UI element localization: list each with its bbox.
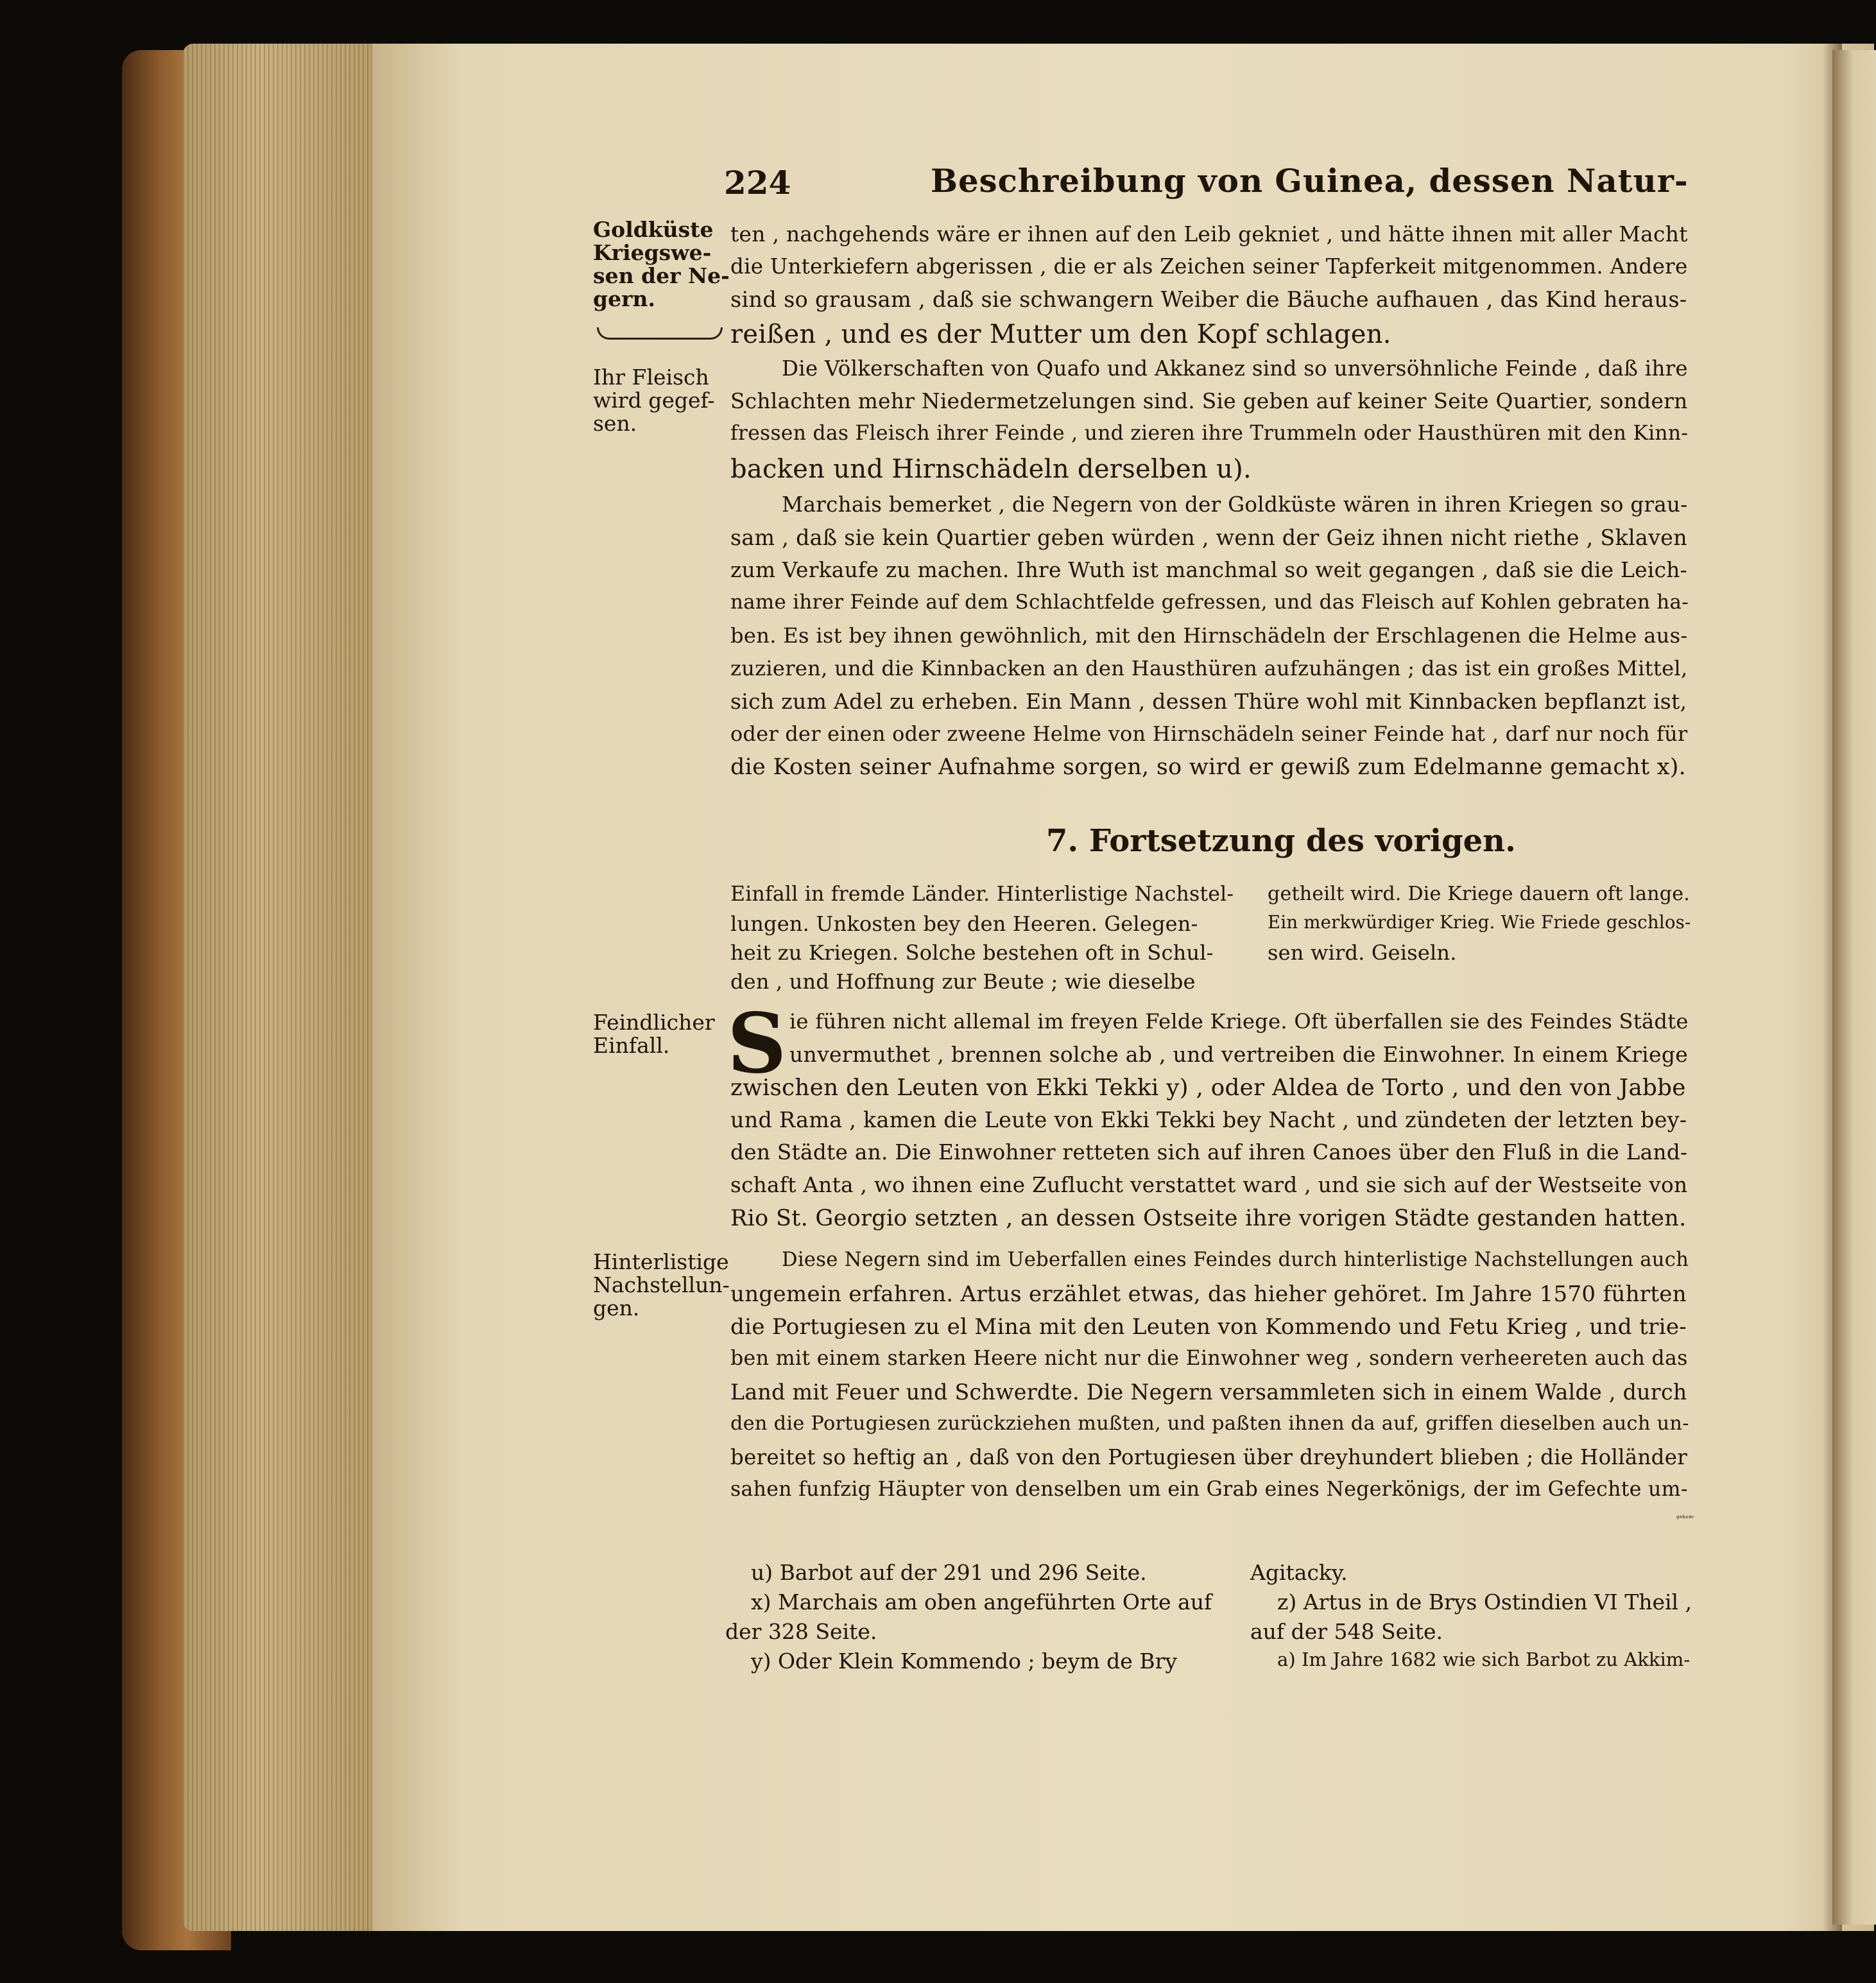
margin-note-line: Kriegswe-	[593, 240, 712, 265]
body-line: unvermuthet , brennen solche ab , und vertreiben die Einwohner. In einem Kriege	[789, 1042, 1689, 1067]
footnote-line: x) Marchais am oben angeführten Orte auf	[751, 1589, 1212, 1615]
body-line: zum Verkaufe zu machen. Ihre Wuth ist manchmal so weit gegangen , daß sie die Leich-	[730, 558, 1687, 582]
margin-note-einfall	[593, 1011, 715, 1057]
footnote-line: Agitacky.	[1250, 1560, 1348, 1585]
body-line: Diese Negern sind im Ueberfallen eines Feindes durch hinterlistige Nachstellungen auch	[782, 1249, 1689, 1271]
body-line: ie führen nicht allemal im freyen Felde Kriege. Oft überfallen sie des Feindes Städte	[789, 1009, 1689, 1034]
body-line: die Kosten seiner Aufnahme sorgen, so wird er gewiß zum Edelmanne gemacht x).	[730, 754, 1687, 780]
footnote-line: auf der 548 Seite.	[1250, 1619, 1443, 1644]
margin-note-line: Hinterlistige	[593, 1249, 729, 1274]
body-line: den Städte an. Die Einwohner retteten sich auf ihren Canoes über den Fluß in die Land-	[730, 1140, 1688, 1165]
margin-note-line: sen der Ne-	[593, 263, 730, 288]
body-line: Land mit Feuer und Schwerdte. Die Negern versammleten sich in einem Walde , durch	[730, 1380, 1687, 1405]
margin-note-line: Einfall.	[593, 1033, 670, 1058]
catchword: gekom-	[1676, 1514, 1696, 1520]
body-line: oder der einen oder zweene Helme von Hirnschädeln seiner Feinde hat , darf nur noch für	[730, 722, 1688, 746]
facing-page-edge	[1832, 50, 1876, 1925]
body-line: Die Völkerschaften von Quafo und Akkanez sind so unversöhnliche Feinde , daß ihre	[782, 356, 1688, 381]
body-line: reißen , und es der Mutter um den Kopf schlagen.	[730, 320, 1391, 349]
body-line: und Rama , kamen die Leute von Ekki Tekki bey Nacht , und zündeten der letzten bey-	[730, 1107, 1687, 1132]
margin-note-line: Goldküste	[593, 217, 714, 242]
margin-note-line: Nachstellun-	[593, 1272, 730, 1297]
body-line: schaft Anta , wo ihnen eine Zuflucht verstattet ward , und sie sich auf der Westseite von	[730, 1173, 1688, 1197]
running-title: Beschreibung von Guinea, dessen Natur-	[931, 162, 1689, 200]
margin-note-line: sen.	[593, 411, 637, 436]
body-line: fressen das Fleisch ihrer Feinde , und zieren ihre Trummeln oder Hausthüren mit den Kinn-	[730, 422, 1689, 445]
margin-note-line: gen.	[593, 1295, 640, 1321]
body-line: sahen funfzig Häupter von denselben um ein Grab eines Negerkönigs, der im Gefechte um-	[730, 1478, 1688, 1501]
summary-line: Einfall in fremde Länder. Hinterlistige Nachstel-	[730, 883, 1234, 906]
body-line: backen und Hirnschädeln derselben u).	[730, 455, 1252, 484]
body-line: sam , daß sie kein Quartier geben würden , wenn der Geiz ihnen nicht riethe , Sklaven	[730, 525, 1687, 550]
body-line: Schlachten mehr Niedermetzelungen sind. Sie geben auf keiner Seite Quartier, sondern	[730, 389, 1688, 413]
section-heading: 7. Fortsetzung des vorigen.	[1046, 823, 1516, 859]
margin-note-line: wird gegef-	[593, 388, 715, 413]
body-line: ben mit einem starken Heere nicht nur die Einwohner weg , sondern verheereten auch das	[730, 1347, 1688, 1370]
summary-line: getheilt wird. Die Kriege dauern oft lange.	[1268, 883, 1690, 905]
summary-line: Ein merkwürdiger Krieg. Wie Friede geschlos-	[1268, 912, 1691, 933]
body-line: zwischen den Leuten von Ekki Tekki y) , oder Aldea de Torto , und den von Jabbe	[730, 1075, 1686, 1101]
page-edges	[183, 44, 375, 1931]
drop-cap: S	[727, 996, 787, 1092]
footnote-line: z) Artus in de Brys Ostindien VI Theil ,	[1277, 1589, 1692, 1615]
body-line: zuzieren, und die Kinnbacken an den Hausthüren aufzuhängen ; das ist ein großes Mittel,	[730, 656, 1688, 680]
body-line: ungemein erfahren. Artus erzählet etwas, das hieher gehöret. Im Jahre 1570 führten	[730, 1281, 1687, 1307]
body-line: Rio St. Georgio setzten , an dessen Ostseite ihre vorigen Städte gestanden hatten.	[730, 1206, 1687, 1231]
margin-note-line: Ihr Fleisch	[593, 365, 709, 390]
body-line: die Portugiesen zu el Mina mit den Leuten von Kommendo und Fetu Krieg , und trie-	[730, 1314, 1687, 1340]
body-line: ben. Es ist bey ihnen gewöhnlich, mit den Hirnschädeln der Erschlagenen die Helme aus-	[730, 623, 1688, 648]
summary-line: sen wird. Geiseln.	[1268, 940, 1457, 965]
body-line: bereitet so heftig an , daß von den Portugiesen über dreyhundert blieben ; die Holländer	[730, 1445, 1688, 1469]
body-line: ten , nachgehends wäre er ihnen auf den Leib gekniet , und hätte ihnen mit aller Macht	[730, 221, 1688, 247]
body-line: den die Portugiesen zurückziehen mußten, und paßten ihnen da auf, griffen dieselben auch un-	[730, 1412, 1689, 1435]
margin-note-line: Feindlicher	[593, 1010, 715, 1035]
margin-note-fleisch	[593, 366, 715, 435]
body-line: Marchais bemerket , die Negern von der Goldküste wären in ihren Kriegen so grau-	[782, 492, 1688, 517]
margin-note-goldkueste	[593, 218, 730, 311]
body-line: sich zum Adel zu erheben. Ein Mann , dessen Thüre wohl mit Kinnbacken bepflanzt ist,	[730, 689, 1687, 714]
margin-brace	[597, 327, 723, 340]
body-line: sind so grausam , daß sie schwangern Weiber die Bäuche aufhauen , das Kind heraus-	[730, 287, 1687, 312]
footnote-line: u) Barbot auf der 291 und 296 Seite.	[751, 1560, 1147, 1585]
margin-note-line: gern.	[593, 286, 655, 311]
page-number: 224	[724, 164, 791, 202]
summary-line: heit zu Kriegen. Solche bestehen oft in Schul-	[730, 940, 1214, 965]
footnote-line: a) Im Jahre 1682 wie sich Barbot zu Akkim-	[1277, 1649, 1691, 1670]
footnote-line: y) Oder Klein Kommendo ; beym de Bry	[751, 1649, 1177, 1674]
margin-note-hinterlist	[593, 1251, 730, 1320]
summary-line: lungen. Unkosten bey den Heeren. Gelegen-	[730, 912, 1198, 936]
summary-line: den , und Hoffnung zur Beute ; wie dieselbe	[730, 969, 1196, 994]
body-line: die Unterkiefern abgerissen , die er als Zeichen seiner Tapferkeit mitgenommen. Andere	[730, 254, 1688, 279]
footnote-line: der 328 Seite.	[725, 1619, 877, 1644]
body-line: name ihrer Feinde auf dem Schlachtfelde gefressen, und das Fleisch auf Kohlen gebraten ha-	[730, 591, 1689, 614]
